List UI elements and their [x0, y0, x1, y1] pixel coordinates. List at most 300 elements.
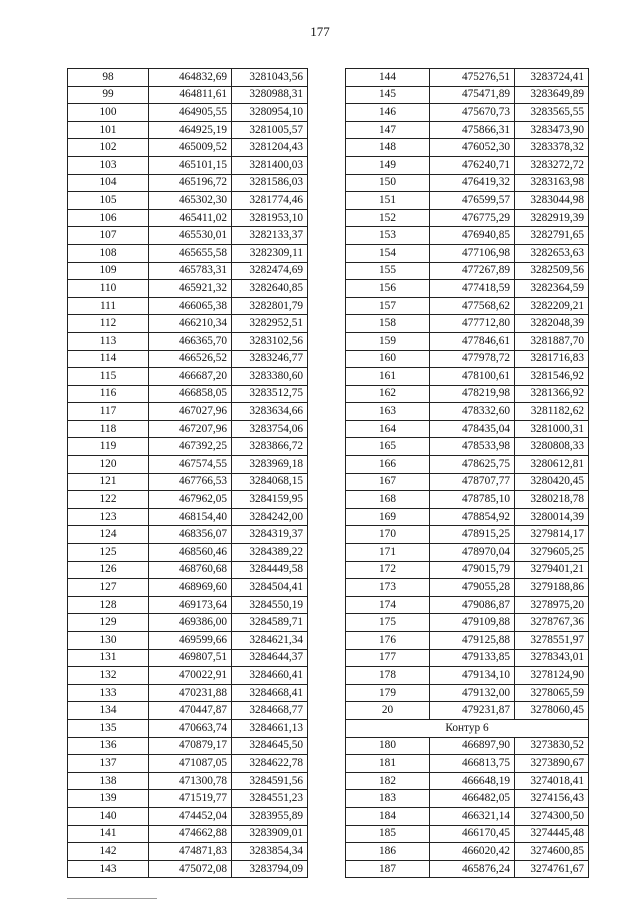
x-coordinate: 469173,64: [149, 596, 232, 614]
table-row: [346, 491, 589, 509]
table-row: [68, 790, 308, 808]
coordinates-table-left: [67, 68, 308, 878]
x-coordinate: 475072,08: [149, 860, 232, 878]
x-coordinate: 477846,61: [430, 332, 515, 350]
table-row: [346, 755, 589, 773]
table-row: [346, 702, 589, 720]
x-coordinate: 476940,85: [430, 227, 515, 245]
point-number: 143: [68, 860, 149, 878]
x-coordinate: 477106,98: [430, 244, 515, 262]
point-number: 181: [346, 755, 430, 773]
y-coordinate: 3283794,09: [232, 860, 308, 878]
point-number: 150: [346, 174, 430, 192]
table-row: [68, 737, 308, 755]
table-row: [346, 473, 589, 491]
y-coordinate: 3280218,78: [515, 491, 589, 509]
y-coordinate: 3278124,90: [515, 667, 589, 685]
point-number: 159: [346, 332, 430, 350]
table-row: [346, 825, 589, 843]
point-number: 135: [68, 719, 149, 737]
table-row: [68, 843, 308, 861]
point-number: 176: [346, 632, 430, 650]
x-coordinate: 467392,25: [149, 438, 232, 456]
y-coordinate: 3284319,37: [232, 526, 308, 544]
table-row: [346, 192, 589, 210]
point-number: 142: [68, 843, 149, 861]
x-coordinate: 479125,88: [430, 632, 515, 650]
x-coordinate: 467574,55: [149, 456, 232, 474]
table-row: [346, 579, 589, 597]
x-coordinate: 471300,78: [149, 772, 232, 790]
point-number: 175: [346, 614, 430, 632]
x-coordinate: 466321,14: [430, 807, 515, 825]
y-coordinate: 3282474,69: [232, 262, 308, 280]
y-coordinate: 3282919,39: [515, 209, 589, 227]
point-number: 115: [68, 368, 149, 386]
x-coordinate: 464925,19: [149, 121, 232, 139]
point-number: 20: [346, 702, 430, 720]
y-coordinate: 3279401,21: [515, 561, 589, 579]
point-number: 99: [68, 86, 149, 104]
y-coordinate: 3283246,77: [232, 350, 308, 368]
table-row: [68, 684, 308, 702]
point-number: 149: [346, 156, 430, 174]
y-coordinate: 3278060,45: [515, 702, 589, 720]
x-coordinate: 478625,75: [430, 456, 515, 474]
table-row: [68, 632, 308, 650]
y-coordinate: 3279188,86: [515, 579, 589, 597]
point-number: 137: [68, 755, 149, 773]
y-coordinate: 3284504,41: [232, 579, 308, 597]
x-coordinate: 466020,42: [430, 843, 515, 861]
x-coordinate: 469807,51: [149, 649, 232, 667]
y-coordinate: 3284621,34: [232, 632, 308, 650]
y-coordinate: 3283380,60: [232, 368, 308, 386]
x-coordinate: 479133,85: [430, 649, 515, 667]
table-row: [346, 262, 589, 280]
table-row: [68, 438, 308, 456]
table-row: [346, 772, 589, 790]
table-row: [346, 385, 589, 403]
table-row: [68, 420, 308, 438]
point-number: 152: [346, 209, 430, 227]
x-coordinate: 465009,52: [149, 139, 232, 157]
x-coordinate: 466482,05: [430, 790, 515, 808]
x-coordinate: 478707,77: [430, 473, 515, 491]
x-coordinate: 474662,88: [149, 825, 232, 843]
table-row: [68, 156, 308, 174]
point-number: 164: [346, 420, 430, 438]
point-number: 146: [346, 104, 430, 122]
y-coordinate: 3281182,62: [515, 403, 589, 421]
point-number: 110: [68, 280, 149, 298]
table-row: [346, 420, 589, 438]
x-coordinate: 474452,04: [149, 807, 232, 825]
x-coordinate: 470879,17: [149, 737, 232, 755]
y-coordinate: 3284159,95: [232, 491, 308, 509]
y-coordinate: 3274600,85: [515, 843, 589, 861]
table-row: [68, 456, 308, 474]
point-number: 157: [346, 297, 430, 315]
x-coordinate: 468969,60: [149, 579, 232, 597]
point-number: 132: [68, 667, 149, 685]
y-coordinate: 3283969,18: [232, 456, 308, 474]
point-number: 174: [346, 596, 430, 614]
footer-rule: [67, 898, 157, 899]
x-coordinate: 466648,19: [430, 772, 515, 790]
table-row: [68, 596, 308, 614]
point-number: 163: [346, 403, 430, 421]
table-row: [68, 825, 308, 843]
y-coordinate: 3284551,23: [232, 790, 308, 808]
point-number: 184: [346, 807, 430, 825]
point-number: 121: [68, 473, 149, 491]
table-row: [68, 579, 308, 597]
table-row: [68, 807, 308, 825]
x-coordinate: 470231,88: [149, 684, 232, 702]
y-coordinate: 3282309,11: [232, 244, 308, 262]
x-coordinate: 471087,05: [149, 755, 232, 773]
x-coordinate: 475670,73: [430, 104, 515, 122]
point-number: 133: [68, 684, 149, 702]
point-number: 131: [68, 649, 149, 667]
point-number: 103: [68, 156, 149, 174]
table-row: [346, 790, 589, 808]
table-row: [68, 332, 308, 350]
x-coordinate: 467766,53: [149, 473, 232, 491]
table-row: [346, 280, 589, 298]
point-number: 102: [68, 139, 149, 157]
x-coordinate: 466210,34: [149, 315, 232, 333]
y-coordinate: 3283854,34: [232, 843, 308, 861]
x-coordinate: 471519,77: [149, 790, 232, 808]
table-row: [68, 544, 308, 562]
point-number: 107: [68, 227, 149, 245]
table-row: [346, 315, 589, 333]
x-coordinate: 477712,80: [430, 315, 515, 333]
y-coordinate: 3282653,63: [515, 244, 589, 262]
x-coordinate: 465655,58: [149, 244, 232, 262]
y-coordinate: 3274018,41: [515, 772, 589, 790]
y-coordinate: 3283102,56: [232, 332, 308, 350]
y-coordinate: 3283163,98: [515, 174, 589, 192]
y-coordinate: 3283754,06: [232, 420, 308, 438]
point-number: 119: [68, 438, 149, 456]
point-number: 182: [346, 772, 430, 790]
table-row: [68, 227, 308, 245]
point-number: 156: [346, 280, 430, 298]
y-coordinate: 3280808,33: [515, 438, 589, 456]
table-row: [346, 649, 589, 667]
x-coordinate: 475276,51: [430, 69, 515, 87]
table-row: [346, 209, 589, 227]
table-row: [68, 209, 308, 227]
x-coordinate: 466526,52: [149, 350, 232, 368]
y-coordinate: 3282209,21: [515, 297, 589, 315]
y-coordinate: 3280988,31: [232, 86, 308, 104]
x-coordinate: 467027,96: [149, 403, 232, 421]
point-number: 154: [346, 244, 430, 262]
y-coordinate: 3274445,48: [515, 825, 589, 843]
x-coordinate: 479015,79: [430, 561, 515, 579]
x-coordinate: 477568,62: [430, 297, 515, 315]
table-row: [68, 719, 308, 737]
y-coordinate: 3284661,13: [232, 719, 308, 737]
y-coordinate: 3281005,57: [232, 121, 308, 139]
y-coordinate: 3279605,25: [515, 544, 589, 562]
point-number: 173: [346, 579, 430, 597]
x-coordinate: 478100,61: [430, 368, 515, 386]
x-coordinate: 468154,40: [149, 508, 232, 526]
x-coordinate: 465302,30: [149, 192, 232, 210]
table-row: [346, 860, 589, 878]
point-number: 145: [346, 86, 430, 104]
x-coordinate: 477978,72: [430, 350, 515, 368]
table-row: [346, 297, 589, 315]
table-row: [346, 174, 589, 192]
y-coordinate: 3284068,15: [232, 473, 308, 491]
point-number: 113: [68, 332, 149, 350]
point-number: 165: [346, 438, 430, 456]
x-coordinate: 468560,46: [149, 544, 232, 562]
point-number: 183: [346, 790, 430, 808]
y-coordinate: 3284449,58: [232, 561, 308, 579]
point-number: 136: [68, 737, 149, 755]
point-number: 160: [346, 350, 430, 368]
table-row: [346, 139, 589, 157]
table-row: [346, 350, 589, 368]
page-number: 177: [310, 24, 330, 39]
point-number: 151: [346, 192, 430, 210]
point-number: 98: [68, 69, 149, 87]
table-row: [346, 156, 589, 174]
table-row: [68, 297, 308, 315]
y-coordinate: 3274300,50: [515, 807, 589, 825]
y-coordinate: 3281546,92: [515, 368, 589, 386]
x-coordinate: 478915,25: [430, 526, 515, 544]
point-number: 158: [346, 315, 430, 333]
y-coordinate: 3284660,41: [232, 667, 308, 685]
table-row: [68, 262, 308, 280]
x-coordinate: 476240,71: [430, 156, 515, 174]
point-number: 125: [68, 544, 149, 562]
y-coordinate: 3278551,97: [515, 632, 589, 650]
point-number: 172: [346, 561, 430, 579]
point-number: 169: [346, 508, 430, 526]
x-coordinate: 479231,87: [430, 702, 515, 720]
table-row: [68, 121, 308, 139]
point-number: 147: [346, 121, 430, 139]
table-row: [346, 104, 589, 122]
y-coordinate: 3284645,50: [232, 737, 308, 755]
y-coordinate: 3283724,41: [515, 69, 589, 87]
y-coordinate: 3283955,89: [232, 807, 308, 825]
y-coordinate: 3281400,03: [232, 156, 308, 174]
table-row: [346, 596, 589, 614]
point-number: 120: [68, 456, 149, 474]
point-number: 177: [346, 649, 430, 667]
x-coordinate: 479109,88: [430, 614, 515, 632]
y-coordinate: 3281887,70: [515, 332, 589, 350]
point-number: 116: [68, 385, 149, 403]
table-row: [68, 561, 308, 579]
y-coordinate: 3279814,17: [515, 526, 589, 544]
table-row: [68, 473, 308, 491]
y-coordinate: 3282952,51: [232, 315, 308, 333]
point-number: 118: [68, 420, 149, 438]
x-coordinate: 478332,60: [430, 403, 515, 421]
y-coordinate: 3284389,22: [232, 544, 308, 562]
y-coordinate: 3283634,66: [232, 403, 308, 421]
y-coordinate: 3273830,52: [515, 737, 589, 755]
x-coordinate: 476052,30: [430, 139, 515, 157]
table-row: [346, 667, 589, 685]
x-coordinate: 466170,45: [430, 825, 515, 843]
point-number: 104: [68, 174, 149, 192]
x-coordinate: 469599,66: [149, 632, 232, 650]
table-row: [68, 491, 308, 509]
x-coordinate: 465921,32: [149, 280, 232, 298]
table-row: [68, 69, 308, 87]
point-number: 155: [346, 262, 430, 280]
y-coordinate: 3283909,01: [232, 825, 308, 843]
point-number: 153: [346, 227, 430, 245]
y-coordinate: 3283512,75: [232, 385, 308, 403]
x-coordinate: 470022,91: [149, 667, 232, 685]
table-row: [346, 227, 589, 245]
x-coordinate: 464905,55: [149, 104, 232, 122]
table-row: [346, 332, 589, 350]
x-coordinate: 467207,96: [149, 420, 232, 438]
x-coordinate: 475866,31: [430, 121, 515, 139]
y-coordinate: 3283272,72: [515, 156, 589, 174]
x-coordinate: 479132,00: [430, 684, 515, 702]
table-row: [68, 385, 308, 403]
point-number: 138: [68, 772, 149, 790]
x-coordinate: 476599,57: [430, 192, 515, 210]
y-coordinate: 3281043,56: [232, 69, 308, 87]
x-coordinate: 464832,69: [149, 69, 232, 87]
x-coordinate: 478219,98: [430, 385, 515, 403]
y-coordinate: 3278343,01: [515, 649, 589, 667]
y-coordinate: 3281000,31: [515, 420, 589, 438]
x-coordinate: 476419,32: [430, 174, 515, 192]
point-number: 162: [346, 385, 430, 403]
y-coordinate: 3278065,59: [515, 684, 589, 702]
table-row: [68, 702, 308, 720]
y-coordinate: 3284668,41: [232, 684, 308, 702]
y-coordinate: 3274156,43: [515, 790, 589, 808]
point-number: 100: [68, 104, 149, 122]
x-coordinate: 470663,74: [149, 719, 232, 737]
x-coordinate: 476775,29: [430, 209, 515, 227]
y-coordinate: 3283044,98: [515, 192, 589, 210]
section-label: Контур 6: [346, 719, 589, 737]
table-row: [68, 403, 308, 421]
table-row: [346, 69, 589, 87]
y-coordinate: 3283378,32: [515, 139, 589, 157]
point-number: 134: [68, 702, 149, 720]
point-number: 185: [346, 825, 430, 843]
x-coordinate: 478533,98: [430, 438, 515, 456]
point-number: 178: [346, 667, 430, 685]
point-number: 144: [346, 69, 430, 87]
x-coordinate: 469386,00: [149, 614, 232, 632]
point-number: 180: [346, 737, 430, 755]
x-coordinate: 465411,02: [149, 209, 232, 227]
x-coordinate: 478785,10: [430, 491, 515, 509]
y-coordinate: 3284668,77: [232, 702, 308, 720]
table-row: [346, 632, 589, 650]
table-row: [346, 737, 589, 755]
y-coordinate: 3282640,85: [232, 280, 308, 298]
table-row: [68, 192, 308, 210]
y-coordinate: 3281716,83: [515, 350, 589, 368]
table-row: [68, 368, 308, 386]
point-number: 111: [68, 297, 149, 315]
point-number: 114: [68, 350, 149, 368]
table-row: [68, 244, 308, 262]
y-coordinate: 3273890,67: [515, 755, 589, 773]
x-coordinate: 478970,04: [430, 544, 515, 562]
x-coordinate: 465876,24: [430, 860, 515, 878]
x-coordinate: 465530,01: [149, 227, 232, 245]
table-row: [346, 86, 589, 104]
x-coordinate: 479055,28: [430, 579, 515, 597]
y-coordinate: 3278975,20: [515, 596, 589, 614]
y-coordinate: 3281953,10: [232, 209, 308, 227]
table-row: [68, 649, 308, 667]
x-coordinate: 464811,61: [149, 86, 232, 104]
x-coordinate: 466687,20: [149, 368, 232, 386]
point-number: 148: [346, 139, 430, 157]
y-coordinate: 3281204,43: [232, 139, 308, 157]
point-number: 167: [346, 473, 430, 491]
y-coordinate: 3282791,65: [515, 227, 589, 245]
point-number: 128: [68, 596, 149, 614]
x-coordinate: 466813,75: [430, 755, 515, 773]
x-coordinate: 465783,31: [149, 262, 232, 280]
table-row: [68, 139, 308, 157]
x-coordinate: 467962,05: [149, 491, 232, 509]
y-coordinate: 3280014,39: [515, 508, 589, 526]
point-number: 127: [68, 579, 149, 597]
coordinates-table-right: [345, 68, 589, 878]
y-coordinate: 3284550,19: [232, 596, 308, 614]
point-number: 171: [346, 544, 430, 562]
table-row: [68, 174, 308, 192]
table-row: [68, 508, 308, 526]
point-number: 130: [68, 632, 149, 650]
point-number: 170: [346, 526, 430, 544]
y-coordinate: 3278767,36: [515, 614, 589, 632]
x-coordinate: 465196,72: [149, 174, 232, 192]
point-number: 108: [68, 244, 149, 262]
y-coordinate: 3282133,37: [232, 227, 308, 245]
table-row: [68, 104, 308, 122]
table-row: [346, 614, 589, 632]
table-row: [346, 121, 589, 139]
table-row: [346, 403, 589, 421]
point-number: 129: [68, 614, 149, 632]
table-row: [68, 526, 308, 544]
table-row: [68, 315, 308, 333]
point-number: 168: [346, 491, 430, 509]
point-number: 140: [68, 807, 149, 825]
y-coordinate: 3284589,71: [232, 614, 308, 632]
y-coordinate: 3281366,92: [515, 385, 589, 403]
y-coordinate: 3283649,89: [515, 86, 589, 104]
